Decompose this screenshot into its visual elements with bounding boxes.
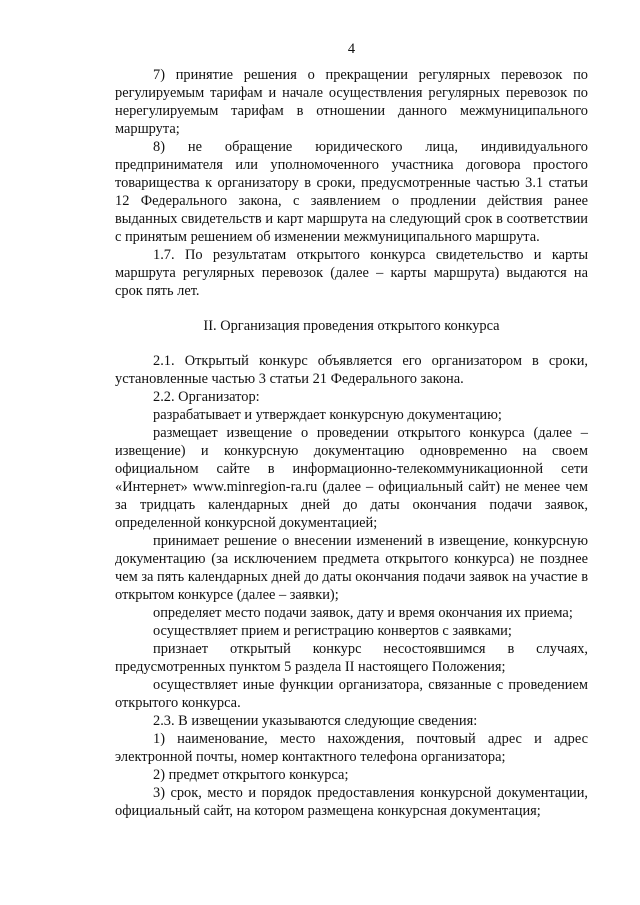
paragraph-develops-docs: разрабатывает и утверждает конкурсную документацию; (153, 407, 502, 423)
paragraph-receives-envelopes: осуществляет прием и регистрацию конвертов с заявками; (153, 623, 512, 639)
paragraph-item-7: 7) принятие решения о прекращении регулярных перевозок по регулируемым тарифам и начале осуществления регулярных перевозок по нерегулируемым тарифам в отношении данного межмуниципального маршрута; (115, 67, 588, 137)
page-number: 4 (347, 41, 356, 57)
paragraph-1-7: 1.7. По результатам открытого конкурса свидетельство и карты маршрута регулярных перевозок (далее – карты маршрута) выдаются на срок пять лет. (115, 247, 588, 299)
paragraph-2-1: 2.1. Открытый конкурс объявляется его организатором в сроки, установленные частью 3 статьи 21 Федерального закона. (115, 353, 588, 387)
paragraph-notice-item-1: 1) наименование, место нахождения, почтовый адрес и адрес электронной почты, номер контактного телефона организатора; (115, 731, 588, 765)
paragraph-amends-notice: принимает решение о внесении изменений в извещение, конкурсную документацию (за исключением предмета открытого конкурса) не позднее чем за пять календарных дней до даты окончания подачи заявок на участие в открытом конкурсе (далее – заявки); (115, 533, 588, 603)
paragraph-notice-item-3: 3) срок, место и порядок предоставления конкурсной документации, официальный сайт, на котором размещена конкурсная документация; (115, 785, 588, 819)
paragraph-2-3: 2.3. В извещении указываются следующие сведения: (153, 713, 478, 729)
paragraph-defines-place: определяет место подачи заявок, дату и время окончания их приема; (153, 605, 573, 621)
section-heading: II. Организация проведения открытого конкурса (203, 318, 500, 334)
paragraph-other-functions: осуществляет иные функции организатора, связанные с проведением открытого конкурса. (115, 677, 588, 711)
paragraph-declares-failed: признает открытый конкурс несостоявшимся в случаях, предусмотренных пунктом 5 раздела II настоящего Положения; (115, 641, 588, 675)
paragraph-2-2: 2.2. Организатор: (153, 389, 260, 405)
paragraph-publishes-notice: размещает извещение о проведении открытого конкурса (далее – извещение) и конкурсную документацию одновременно на своем официальном сайте в информационно-телекоммуникационной сети «Интернет» www.minregion-ra.ru (далее – официальный сайт) не менее чем за тридцать календарных дней до даты окончания подачи заявок, определенной конкурсной документацией; (115, 425, 588, 531)
paragraph-notice-item-2: 2) предмет открытого конкурса; (153, 767, 349, 783)
paragraph-item-8: 8) не обращение юридического лица, индивидуального предпринимателя или уполномоченного участника договора простого товарищества к организатору в сроки, предусмотренные частью 3.1 статьи 12 Федерального закона, с заявлением о продлении действия ранее выданных свидетельств и карт маршрута на следующий срок в соответствии с принятым решением об изменении межмуниципального маршрута. (115, 139, 588, 245)
document-page (115, 40, 588, 820)
